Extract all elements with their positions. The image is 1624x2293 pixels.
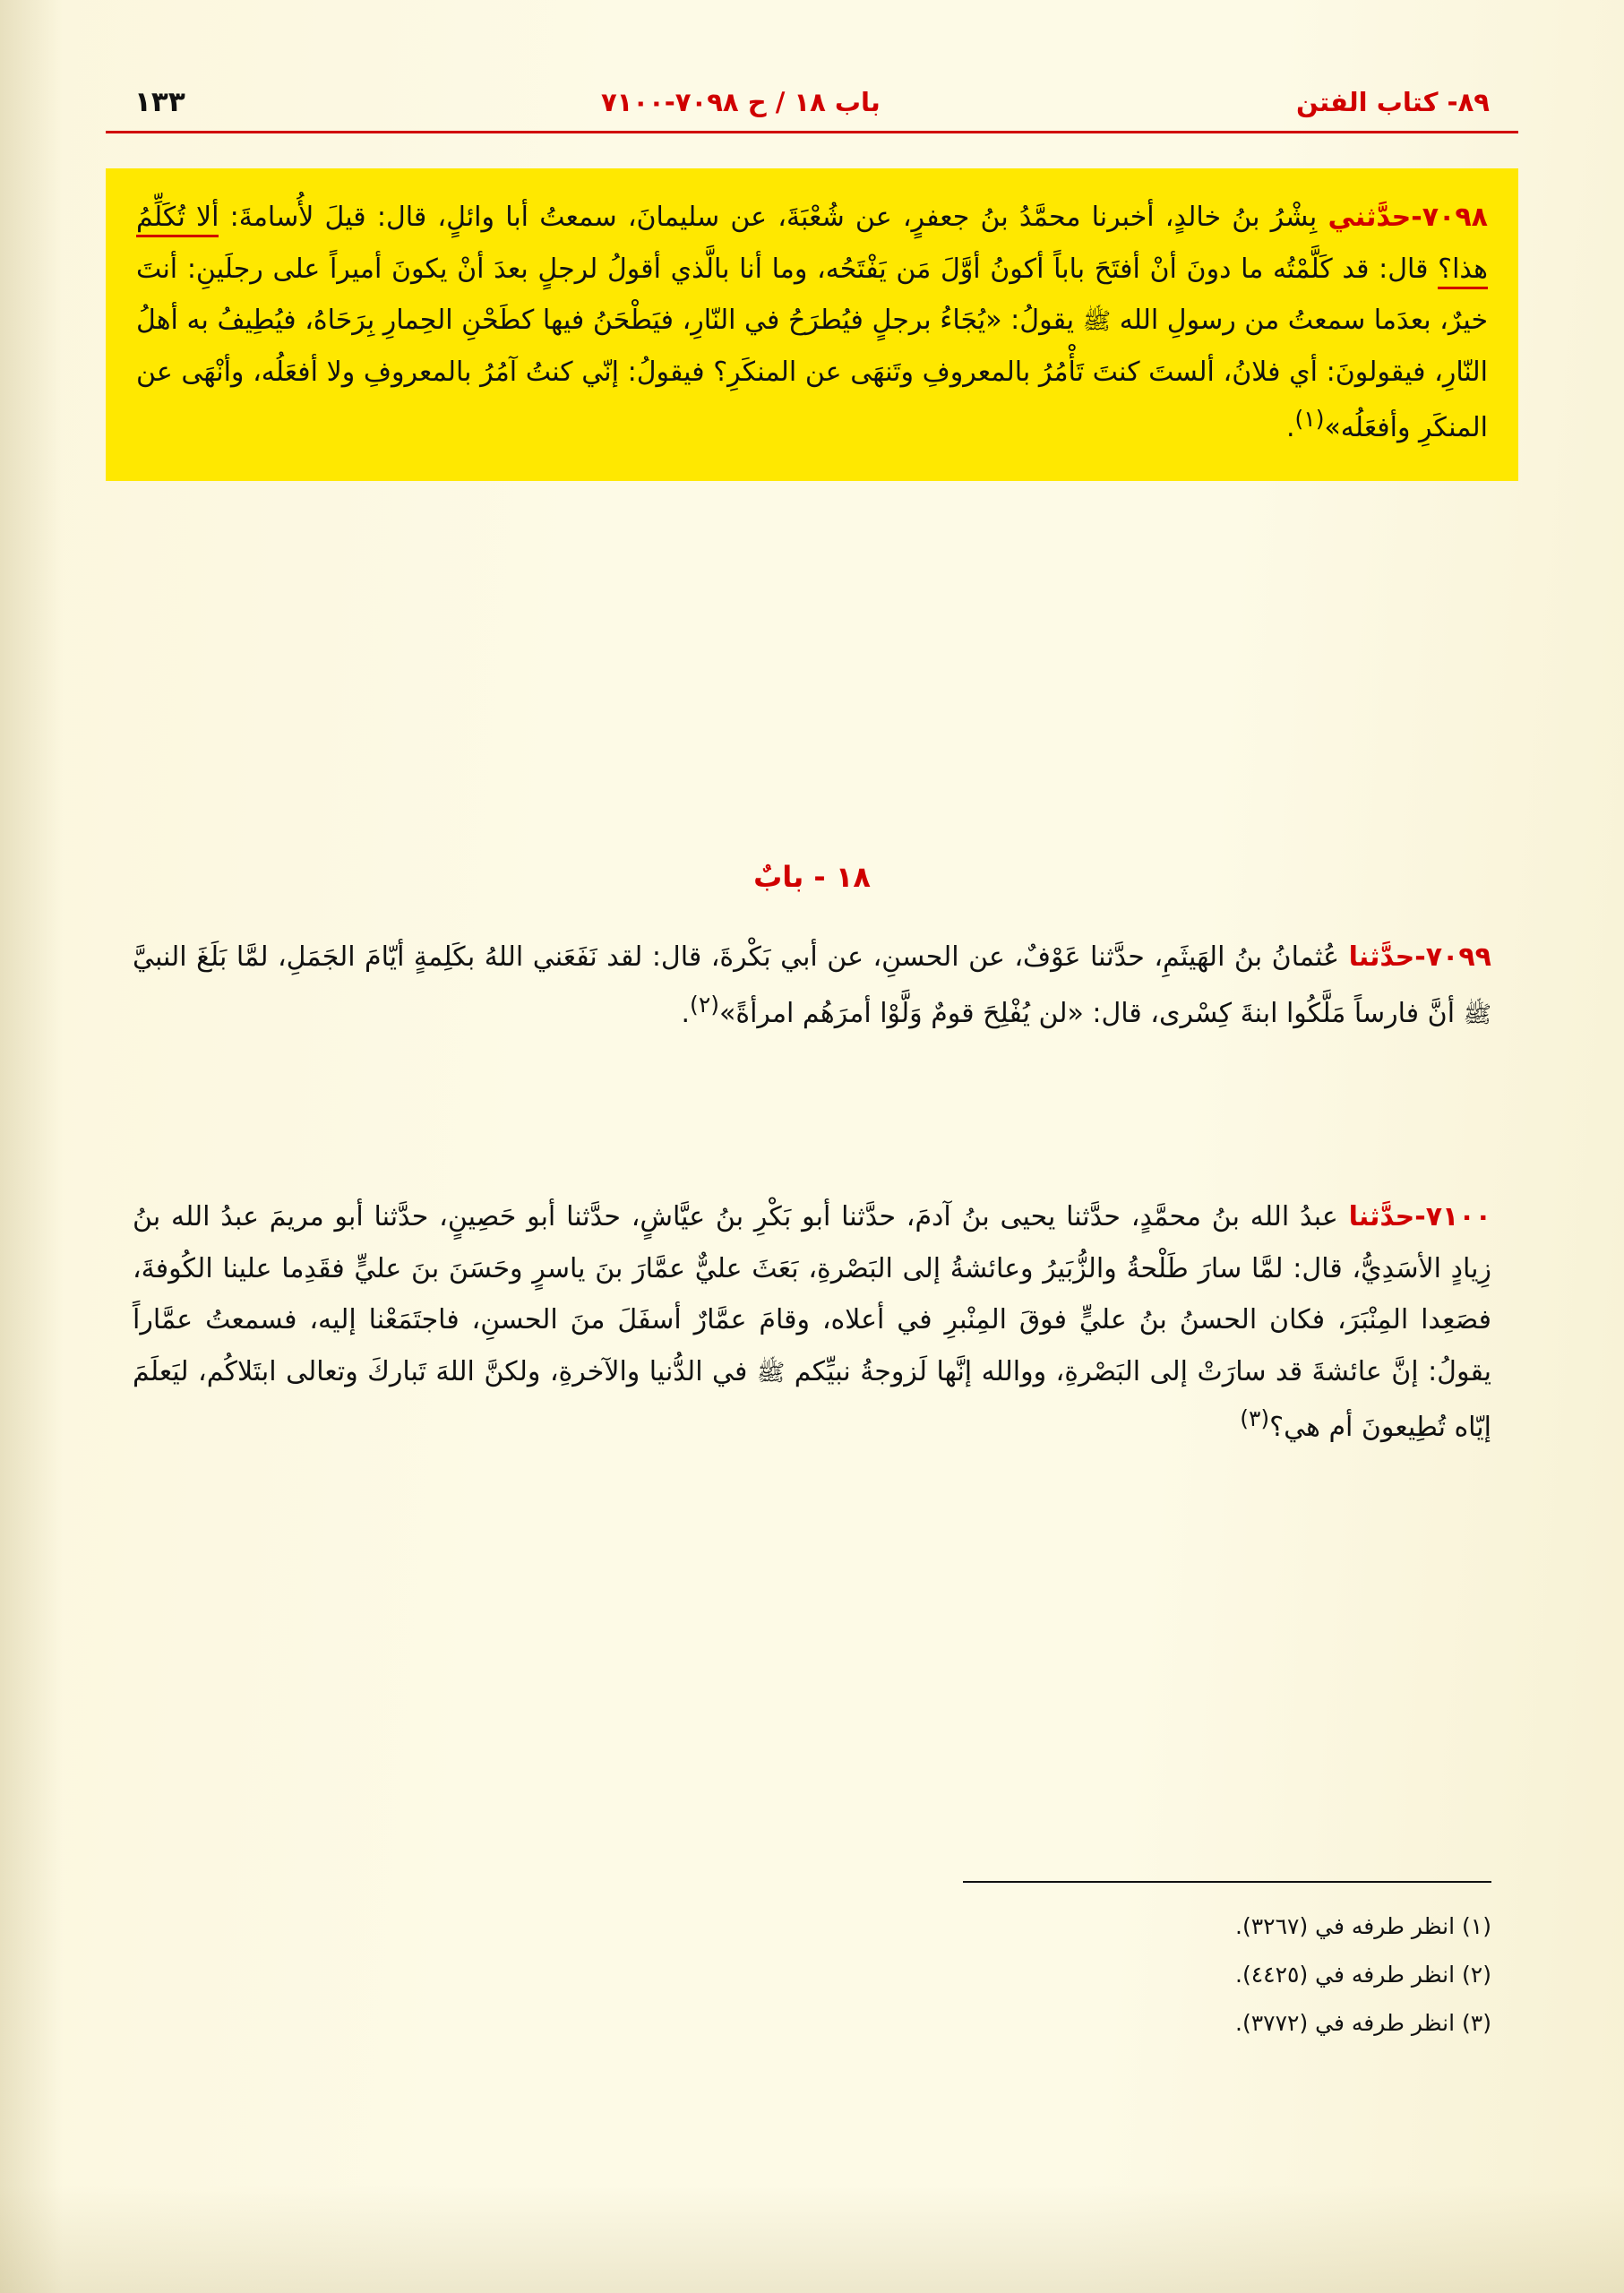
hadith-7098-end: . — [1285, 412, 1295, 444]
hadith-7099-block — [133, 932, 1491, 1039]
footnote-item: ‏(٣)‏ انظر طرفه في ‏(٣٧٧٢)‏. — [1235, 2009, 1491, 2036]
footnote-divider-rule — [963, 1881, 1491, 1883]
hadith-7099-footnote-marker: ‏(٢)‏ — [690, 991, 720, 1018]
hadith-7100-block — [133, 1191, 1491, 1454]
hadith-7099-paragraph — [133, 932, 1491, 1039]
chapter-heading-bab-18: ١٨ - بابٌ — [753, 860, 871, 894]
hadith-7098-paragraph — [136, 192, 1488, 454]
hadith-7098-text-part2: قال: قد كَلَّمْتُه ما دونَ أنْ أفتَحَ باباً أكونُ أوَّلَ مَن يَفْتَحُه، وما أنا بالَّذي أقولُ لرجلٍ بعدَ أنْ يكونَ أميراً على رجلَينِ: أنتَ خيرٌ، بعدَما سمعتُ من رسولِ الله — [136, 253, 1488, 337]
hadith-7098-number: ٧٠٩٨- — [1411, 202, 1488, 233]
salla-allahu-alayhi-wasallam-icon: ﷺ — [1463, 1001, 1491, 1028]
hadith-7098-footnote-marker: ‏(١)‏ — [1294, 406, 1325, 433]
page-number: ١٣٣ — [134, 86, 185, 118]
hadith-7099-text-part2: أنَّ فارساً مَلَّكُوا ابنةَ كِسْرى، قال: «لن يُفْلِحَ قومٌ وَلَّوْا أمرَهُم امرأةً» — [719, 997, 1464, 1029]
hadith-7099-text-part1: عُثمانُ بنُ الهَيثَمِ، حدَّثنا عَوْفٌ، عن الحسنِ، عن أبي بَكْرةَ، قال: لقد نَفَعَني اللهُ بكَلِمةٍ أيّامَ الجَمَلِ، لمَّا بَلَغَ النبيَّ — [133, 941, 1349, 973]
hadith-7100-paragraph — [133, 1191, 1491, 1454]
hadith-7098-text-part1: بِشْرُ بنُ خالدٍ، أخبرنا محمَّدُ بنُ جعفرٍ، عن شُعْبَةَ، عن سليمانَ، سمعتُ أبا وائلٍ، قال: قيلَ لأُسامةَ: — [219, 202, 1328, 233]
hadith-7100-keyword: حدَّثنا — [1348, 1201, 1415, 1232]
hadith-7100-text-part2: في الدُّنيا والآخرةِ، ولكنَّ اللهَ تَباركَ وتعالى ابتَلاكُم، ليَعلَمَ إيّاه تُطِيعونَ أم هي؟ — [133, 1355, 1491, 1444]
hadith-7099-number: ٧٠٩٩- — [1414, 941, 1491, 973]
hadith-7100-number: ٧١٠٠- — [1414, 1201, 1491, 1232]
hadith-7098-text-part3: يقولُ: «يُجَاءُ برجلٍ فيُطرَحُ في النّارِ، فيَطْحَنُ فيها كطَحْنِ الحِمارِ بِرَحَاهُ، فيُطِيفُ به أهلُ النّارِ، فيقولونَ: أي فلانُ، ألستَ كنتَ تَأْمُرُ بالمعروفِ وتَنهَى عن المنكَرِ؟ فيقولُ: إنّي كنتُ آمُرُ بالمعروفِ ولا أفعَلُه، وأنْهَى عن المنكَرِ وأفعَلُه» — [136, 305, 1488, 444]
footnote-item: ‏(٢)‏ انظر طرفه في ‏(٤٤٢٥)‏. — [1235, 1961, 1491, 1988]
hadith-7098-underlined-phrase: ألا تُكَلِّمُ هذا؟ — [136, 202, 1488, 289]
highlighted-hadith-7098 — [106, 168, 1518, 481]
salla-allahu-alayhi-wasallam-icon: ﷺ — [1082, 308, 1112, 336]
page-edge-shading-bottom — [0, 2186, 1624, 2293]
header-hadith-range: باب ١٨ / ح ٧٠٩٨-٧١٠٠ — [600, 87, 881, 117]
hadith-7100-footnote-marker: ‏(٣)‏ — [1240, 1405, 1270, 1432]
hadith-7098-keyword: حدَّثني — [1328, 202, 1412, 233]
hadith-7099-end: . — [681, 997, 691, 1029]
footnotes-section — [936, 1902, 1491, 2047]
page-header — [134, 86, 1490, 118]
header-divider-rule — [106, 131, 1518, 133]
footnote-item: ‏(١)‏ انظر طرفه في ‏(٣٢٦٧)‏. — [1235, 1913, 1491, 1939]
hadith-7099-keyword: حدَّثنا — [1348, 941, 1415, 973]
hadith-7100-text-part1: عبدُ الله بنُ محمَّدٍ، حدَّثنا يحيى بنُ آدمَ، حدَّثنا أبو بَكْرِ بنُ عيَّاشٍ، حدَّثنا أبو حَصِينٍ، حدَّثنا أبو مريمَ عبدُ الله بنُ زِيادٍ الأسَدِيُّ، قال: لمَّا سارَ طَلْحةُ والزُّبَيرُ وعائشةُ إلى البَصْرةِ، بَعَثَ عليٌّ عمَّارَ بنَ ياسرٍ وحَسَنَ بنَ عليٍّ فقَدِما علينا الكُوفةَ، فصَعِدا المِنْبَرَ، فكان الحسنُ بنُ عليٍّ فوقَ المِنْبرِ في أعلاه، وقامَ عمَّارٌ أسفَلَ منَ الحسنِ، فاجتَمَعْنا إليه، فسمعتُ عمَّاراً يقولُ: إنَّ عائشةَ قد سارَتْ إلى البَصْرةِ، ووالله إنَّها لَزوجةُ نبيِّكم — [133, 1201, 1491, 1387]
header-chapter-title: ٨٩- كتاب الفتن — [1295, 87, 1490, 117]
salla-allahu-alayhi-wasallam-icon: ﷺ — [756, 1359, 786, 1387]
page-edge-shading-left — [0, 0, 63, 2293]
